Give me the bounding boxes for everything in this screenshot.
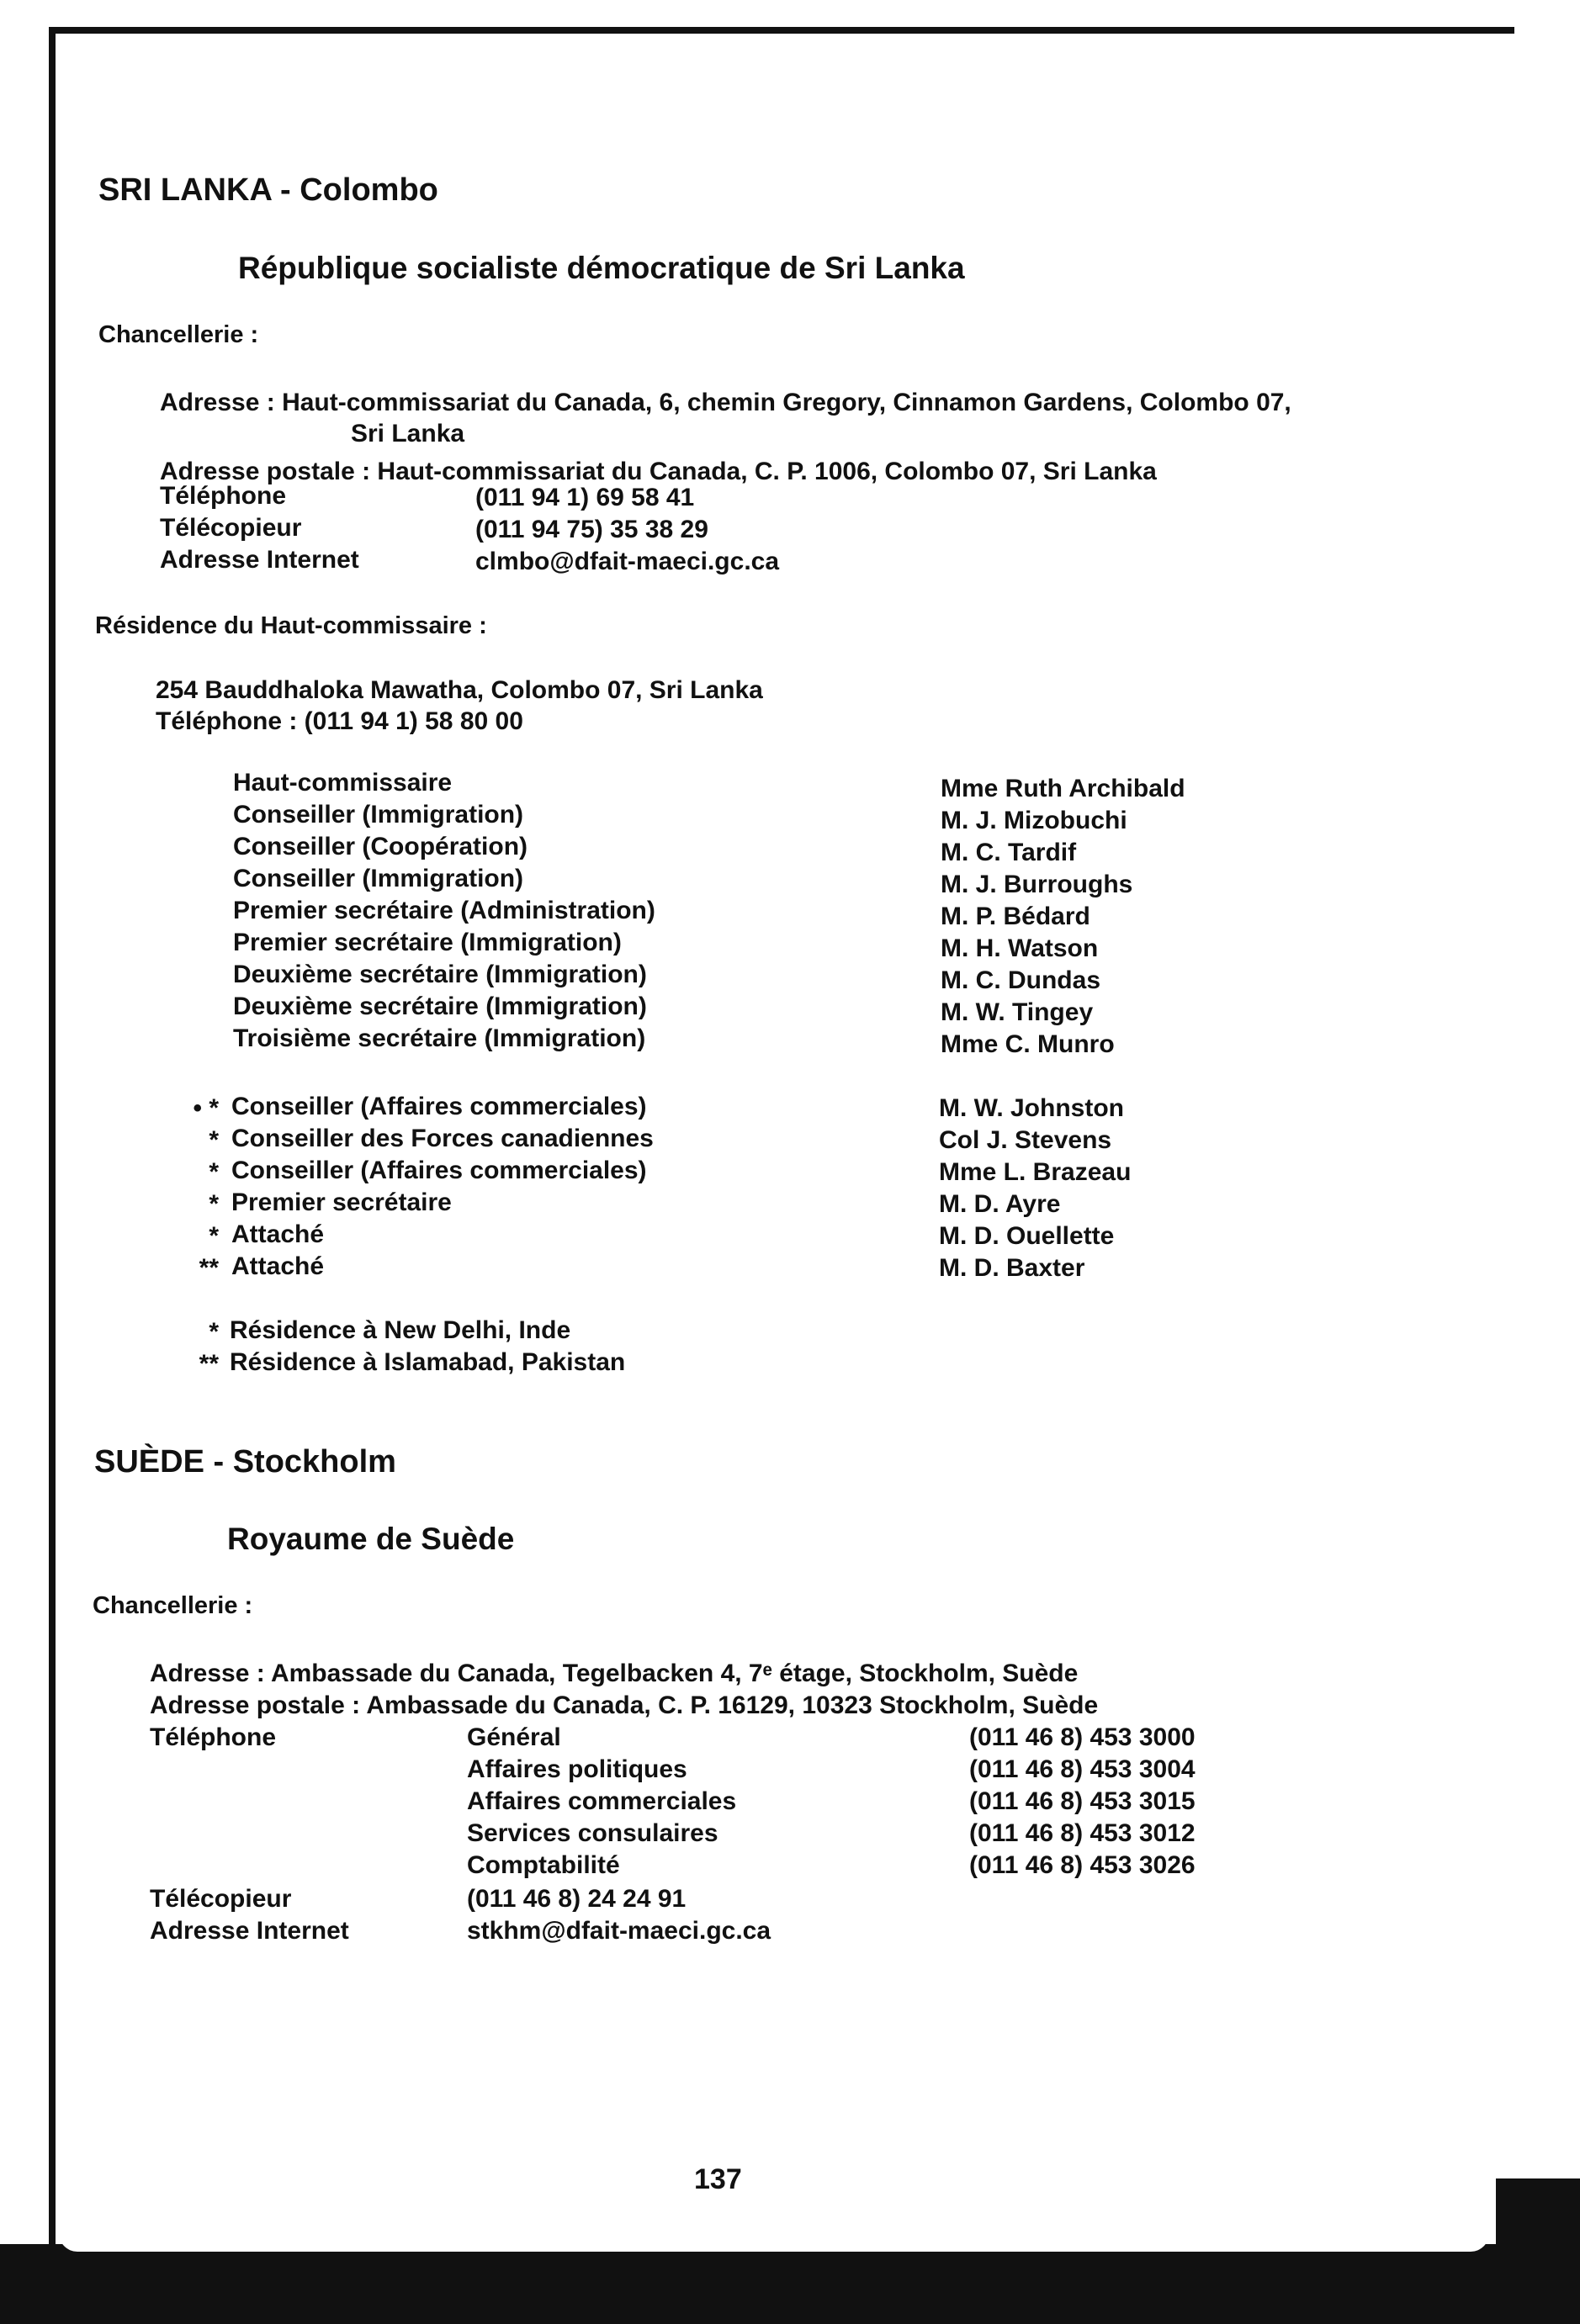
staff-title: Premier secrétaire (Immigration) [233, 929, 622, 956]
address-line-2: Sri Lanka [351, 420, 465, 447]
staff-name: M. C. Dundas [941, 966, 1101, 994]
staff-name: Mme L. Brazeau [939, 1158, 1132, 1186]
staff-name: Col J. Stevens [939, 1126, 1112, 1154]
phone-number: (011 46 8) 453 3000 [969, 1723, 1196, 1751]
staff-title: Deuxième secrétaire (Immigration) [233, 993, 647, 1020]
phone-number: (011 46 8) 453 3004 [969, 1755, 1196, 1783]
staff-name: M. P. Bédard [941, 903, 1090, 930]
staff-title: Deuxième secrétaire (Immigration) [233, 961, 647, 988]
residence-label: Résidence du Haut-commissaire : [95, 612, 487, 639]
staff-title: Conseiller (Affaires commerciales) [231, 1093, 647, 1120]
footnote-marker: * [209, 1318, 219, 1346]
country-heading-sweden: SUÈDE - Stockholm [94, 1444, 396, 1480]
staff-title: Haut-commissaire [233, 769, 453, 797]
staff-title: Troisième secrétaire (Immigration) [233, 1024, 646, 1052]
staff-name: M. J. Burroughs [941, 871, 1133, 898]
phone-service: Affaires commerciales [467, 1787, 737, 1815]
staff-title: Premier secrétaire [231, 1188, 452, 1216]
chancery-label-sri-lanka: Chancellerie : [98, 321, 259, 348]
footnote-marker: • * [193, 1094, 219, 1122]
footnote-marker: ** [199, 1254, 219, 1282]
staff-name: M. D. Ayre [939, 1190, 1061, 1218]
footnote-text: Résidence à New Delhi, Inde [230, 1316, 571, 1344]
contact-label: Téléphone [160, 482, 287, 510]
staff-title: Conseiller (Immigration) [233, 865, 524, 892]
footnote-marker: * [209, 1190, 219, 1218]
residence-address: 254 Bauddhaloka Mawatha, Colombo 07, Sri Lanka [156, 676, 763, 704]
staff-name: M. C. Tardif [941, 839, 1077, 866]
phone-label: Téléphone [150, 1723, 277, 1751]
page-number: 137 [694, 2163, 742, 2195]
staff-name: M. J. Mizobuchi [941, 807, 1127, 834]
footnote-marker: ** [199, 1350, 219, 1378]
staff-title: Premier secrétaire (Administration) [233, 897, 655, 924]
staff-title: Conseiller (Affaires commerciales) [231, 1157, 647, 1184]
internet-label: Adresse Internet [150, 1917, 349, 1945]
postal-address: Adresse postale : Ambassade du Canada, C. P. 16129, 10323 Stockholm, Suède [150, 1691, 1099, 1719]
footnote-marker: * [209, 1158, 219, 1186]
official-name-sweden: Royaume de Suède [227, 1522, 515, 1556]
staff-title: Conseiller des Forces canadiennes [231, 1125, 654, 1152]
phone-number: (011 46 8) 453 3012 [969, 1819, 1196, 1847]
phone-service: Général [467, 1723, 561, 1751]
fax-number: (011 94 75) 35 38 29 [475, 516, 708, 543]
staff-name: M. D. Baxter [939, 1254, 1085, 1282]
staff-title: Conseiller (Coopération) [233, 833, 528, 860]
footnote-text: Résidence à Islamabad, Pakistan [230, 1348, 626, 1376]
staff-name: Mme C. Munro [941, 1030, 1115, 1058]
postal-address: Adresse postale : Haut-commissariat du Canada, C. P. 1006, Colombo 07, Sri Lanka [160, 458, 1157, 485]
phone-number: (011 46 8) 453 3026 [969, 1851, 1196, 1879]
residence-phone: Téléphone : (011 94 1) 58 80 00 [156, 707, 523, 735]
country-heading-sri-lanka: SRI LANKA - Colombo [98, 172, 438, 208]
phone-service: Services consulaires [467, 1819, 718, 1847]
staff-name: Mme Ruth Archibald [941, 775, 1185, 802]
official-name-sri-lanka: République socialiste démocratique de Sri Lanka [238, 251, 965, 285]
staff-title: Attaché [231, 1220, 325, 1248]
page-border-bottom [0, 2244, 1580, 2324]
phone-service: Affaires politiques [467, 1755, 687, 1783]
staff-title: Attaché [231, 1252, 325, 1280]
page-border-left [49, 27, 56, 2247]
staff-title: Conseiller (Immigration) [233, 801, 524, 828]
address: Adresse : Ambassade du Canada, Tegelbacken 4, 7ᵉ étage, Stockholm, Suède [150, 1660, 1079, 1687]
address-line-1: Adresse : Haut-commissariat du Canada, 6, chemin Gregory, Cinnamon Gardens, Colombo 07, [160, 389, 1291, 416]
page-edge-curve [59, 2233, 1489, 2252]
staff-name: M. W. Johnston [939, 1094, 1124, 1122]
footnote-marker: * [209, 1222, 219, 1250]
staff-name: M. D. Ouellette [939, 1222, 1115, 1250]
footnote-marker: * [209, 1126, 219, 1154]
fax-label: Télécopieur [150, 1885, 292, 1913]
phone-number: (011 46 8) 453 3015 [969, 1787, 1196, 1815]
phone-service: Comptabilité [467, 1851, 620, 1879]
email-address: stkhm@dfait-maeci.gc.ca [467, 1917, 771, 1945]
staff-name: M. W. Tingey [941, 998, 1094, 1026]
page-corner [1496, 2178, 1580, 2246]
staff-name: M. H. Watson [941, 934, 1099, 962]
chancery-label-sweden: Chancellerie : [93, 1592, 253, 1619]
page-border-top [50, 27, 1514, 34]
contact-label: Télécopieur [160, 514, 302, 542]
phone-number: (011 94 1) 69 58 41 [475, 484, 695, 511]
fax-number: (011 46 8) 24 24 91 [467, 1885, 687, 1913]
email-address: clmbo@dfait-maeci.gc.ca [475, 548, 780, 575]
contact-label: Adresse Internet [160, 546, 359, 574]
